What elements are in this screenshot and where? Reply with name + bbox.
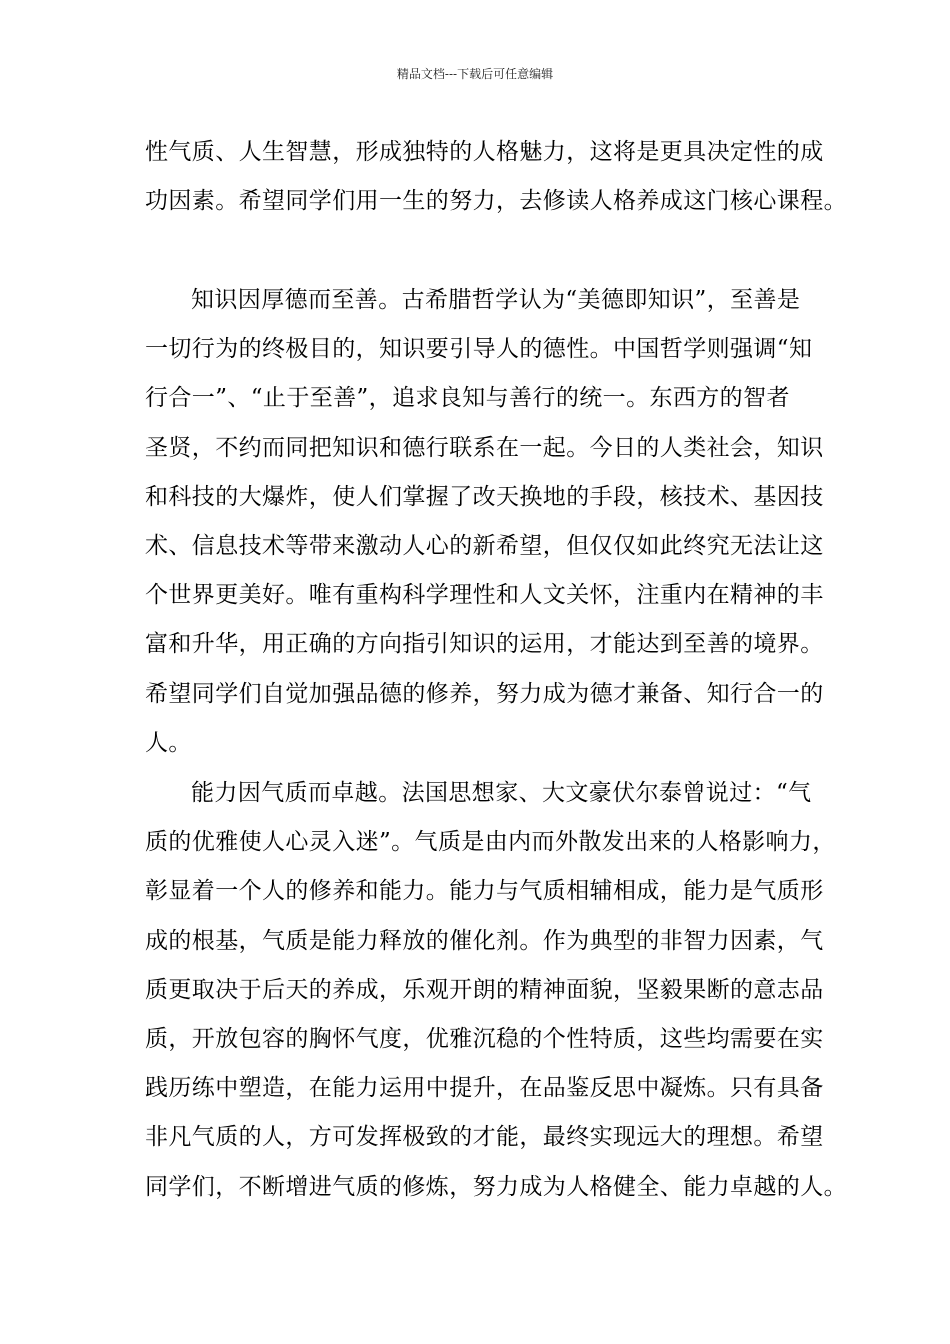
text-line: 质更取决于后天的养成，乐观开朗的精神面貌，坚毅果断的意志品 [145, 976, 824, 1003]
paragraph [145, 128, 847, 226]
paragraph [145, 276, 825, 768]
paragraph [145, 769, 847, 1212]
text-line: 富和升华，用正确的方向指引知识的运用，才能达到至善的境界。 [145, 631, 824, 658]
text-line: 知识因厚德而至善。古希腊哲学认为“美德即知识”，至善是 [191, 287, 801, 313]
page-header: 精品文档---下载后可任意编辑 [396, 67, 554, 81]
text-line: 圣贤，不约而同把知识和德行联系在一起。今日的人类社会，知识 [145, 434, 824, 461]
text-line: 非凡气质的人，方可发挥极致的才能，最终实现远大的理想。希望 [145, 1124, 824, 1151]
text-line: 行合一”、“止于至善”，追求良知与善行的统一。东西方的智者 [145, 385, 790, 412]
text-line: 和科技的大爆炸，使人们掌握了改天换地的手段，核技术、基因技 [145, 483, 824, 510]
text-line: 质的优雅使人心灵入迷”。气质是由内而外散发出来的人格影响力， [145, 829, 836, 856]
text-line: 性气质、人生智慧，形成独特的人格魅力，这将是更具决定性的成 [145, 139, 824, 165]
text-line: 能力因气质而卓越。法国思想家、大文豪伏尔泰曾说过：“气 [191, 780, 812, 806]
text-line: 彰显着一个人的修养和能力。能力与气质相辅相成，能力是气质形 [145, 878, 824, 905]
text-line: 希望同学们自觉加强品德的修养，努力成为德才兼备、知行合一的 [145, 680, 824, 707]
text-line: 质，开放包容的胸怀气度，优雅沉稳的个性特质，这些均需要在实 [145, 1025, 824, 1052]
text-line: 术、信息技术等带来激动人心的新希望，但仅仅如此终究无法让这 [145, 532, 824, 559]
text-line: 个世界更美好。唯有重构科学理性和人文关怀，注重内在精神的丰 [145, 582, 824, 609]
text-line: 功因素。希望同学们用一生的努力，去修读人格养成这门核心课程。 [145, 188, 847, 215]
text-line: 一切行为的终极目的，知识要引导人的德性。中国哲学则强调“知 [145, 336, 813, 363]
text-line: 人。 [145, 729, 192, 756]
text-line: 践历练中塑造，在能力运用中提升，在品鉴反思中凝炼。只有具备 [145, 1075, 824, 1102]
text-line: 成的根基，气质是能力释放的催化剂。作为典型的非智力因素，气 [145, 927, 824, 954]
text-line: 同学们，不断增进气质的修炼，努力成为人格健全、能力卓越的人。 [145, 1173, 847, 1200]
